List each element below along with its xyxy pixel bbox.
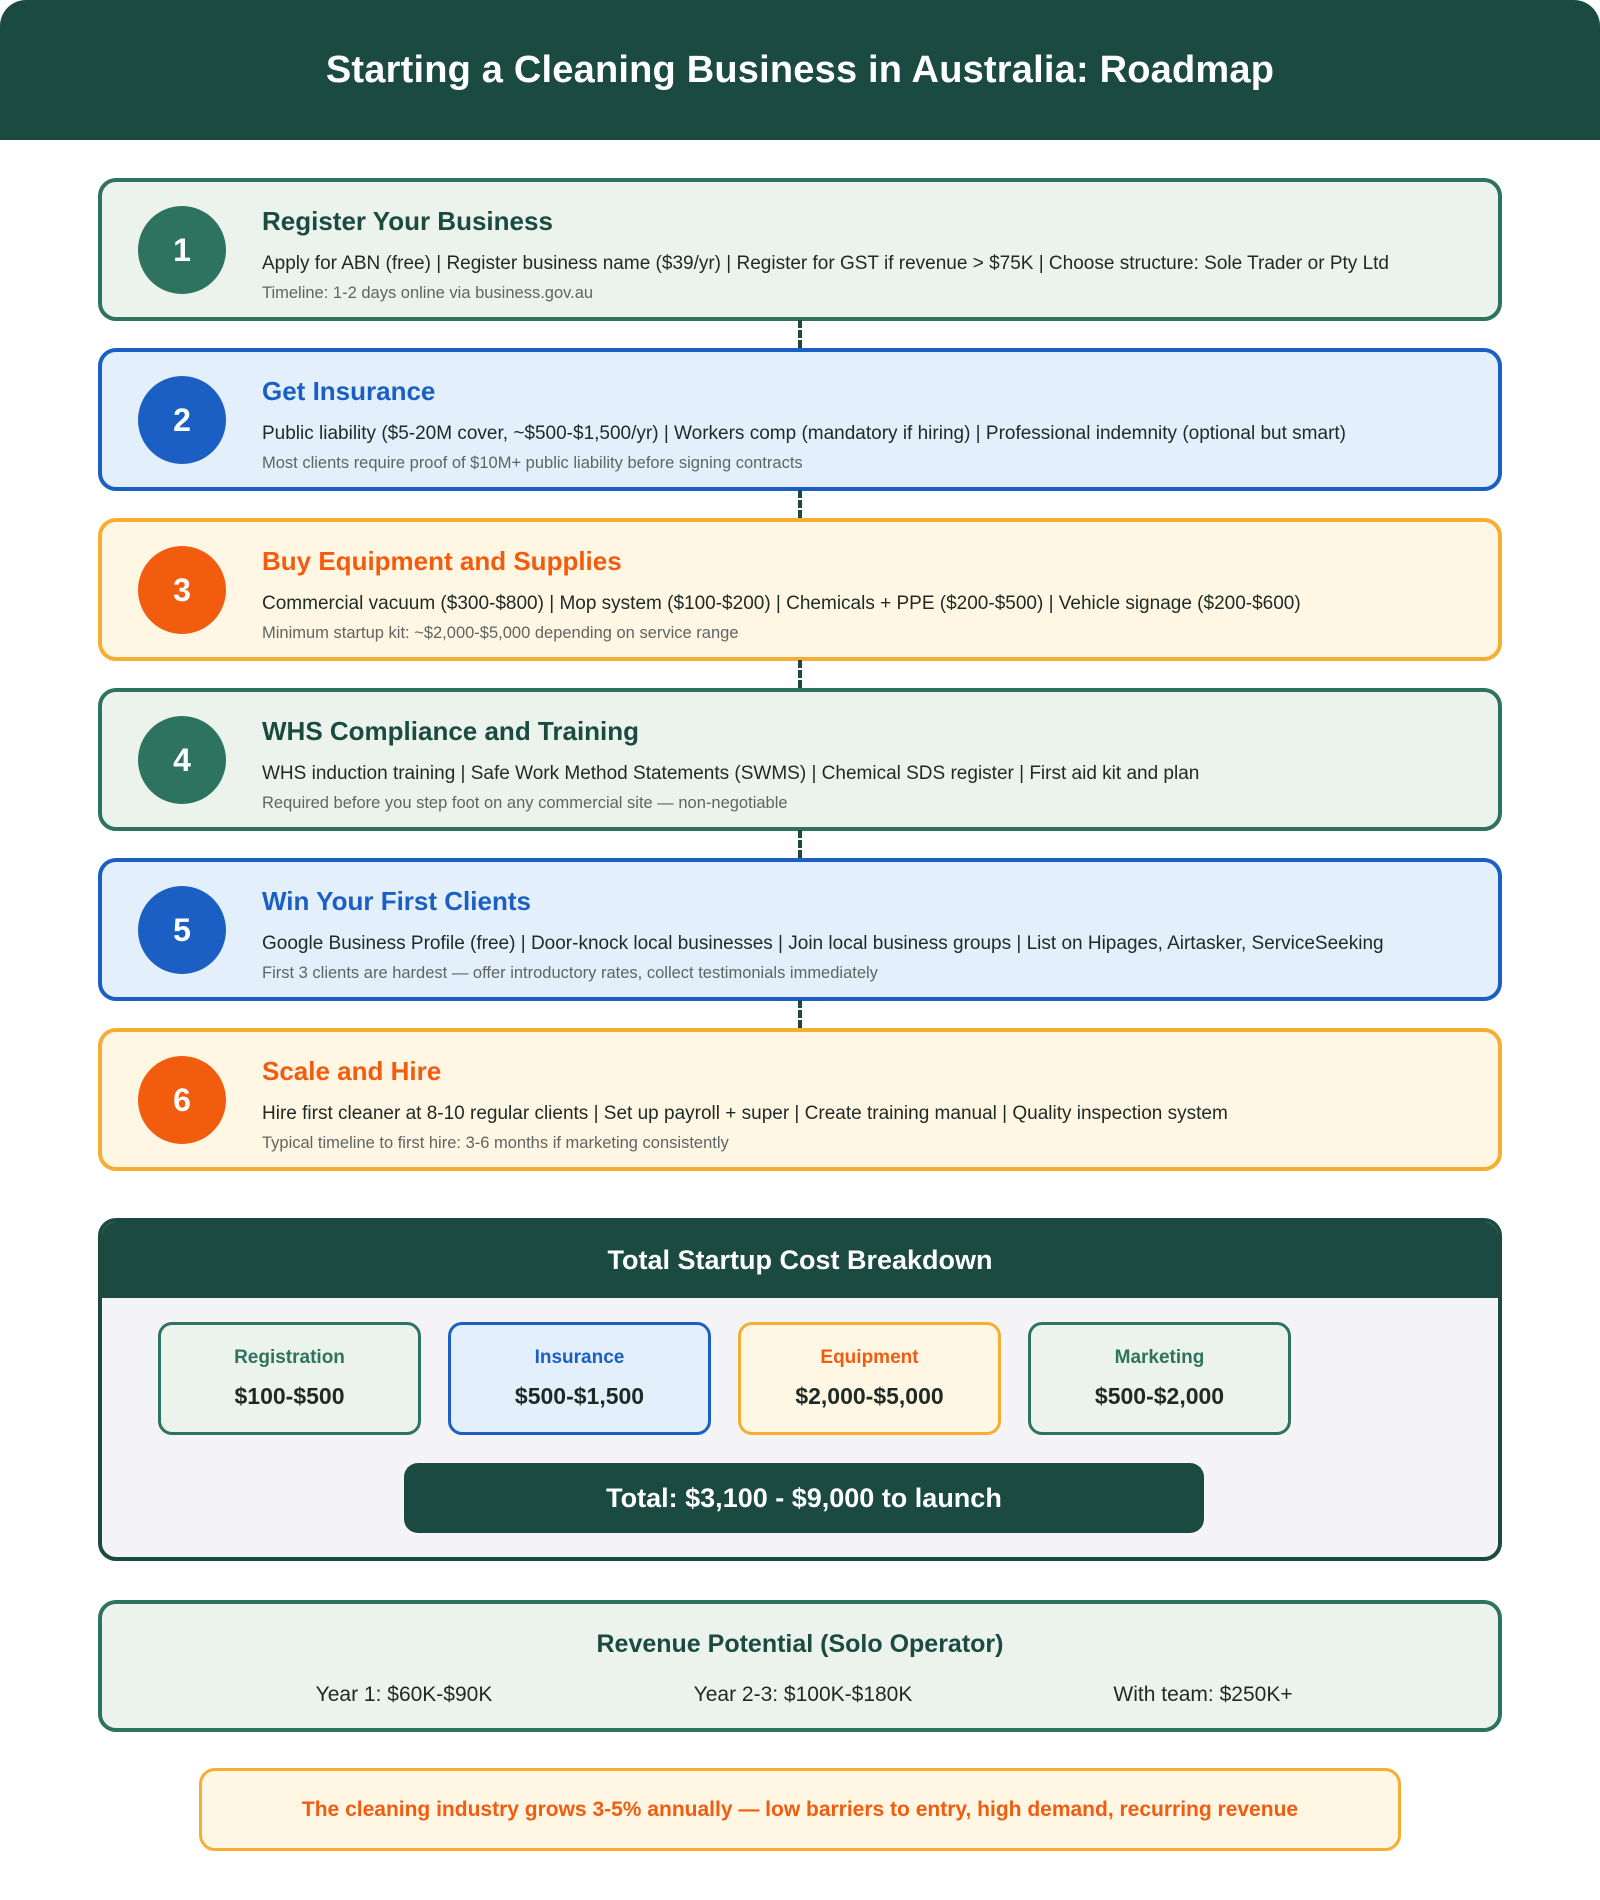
cost-card-registration: [158, 1322, 421, 1435]
cost-panel-header: [102, 1222, 1498, 1298]
step-description: WHS induction training | Safe Work Method Statements (SWMS) | Chemical SDS register | First aid kit and plan: [262, 763, 1200, 784]
step-card-1: [98, 178, 1502, 321]
revenue-with-team: With team: $250K+: [1113, 1683, 1293, 1706]
cost-panel-title: Total Startup Cost Breakdown: [607, 1244, 993, 1275]
cost-value: $100-$500: [234, 1383, 345, 1409]
step-number-badge: 3: [138, 546, 226, 634]
revenue-year-1: Year 1: $60K-$90K: [315, 1683, 493, 1706]
step-number-badge: 1: [138, 206, 226, 294]
step-card-4: [98, 688, 1502, 831]
step-title: WHS Compliance and Training: [262, 716, 640, 746]
revenue-title: Revenue Potential (Solo Operator): [596, 1630, 1004, 1658]
step-connector: [798, 490, 802, 518]
cost-label: Insurance: [534, 1347, 625, 1368]
cost-card-insurance: [448, 1322, 711, 1435]
step-number-badge: 6: [138, 1056, 226, 1144]
step-card-6: [98, 1028, 1502, 1171]
industry-growth-text: The cleaning industry grows 3-5% annually — low barriers to entry, high demand, recurring revenue: [301, 1797, 1299, 1821]
cost-label: Registration: [234, 1347, 345, 1368]
revenue-potential-panel: [98, 1600, 1502, 1732]
step-description: Public liability ($5-20M cover, ~$500-$1,500/yr) | Workers comp (mandatory if hiring) | Professional indemnity (optional but smart): [262, 423, 1347, 444]
cost-label: Marketing: [1114, 1347, 1205, 1368]
step-title: Scale and Hire: [262, 1056, 442, 1086]
page-header: [0, 0, 1600, 140]
step-card-3: [98, 518, 1502, 661]
step-number-badge: 4: [138, 716, 226, 804]
step-note: Minimum startup kit: ~$2,000-$5,000 depending on service range: [262, 624, 739, 642]
step-note: Timeline: 1-2 days online via business.gov.au: [262, 284, 594, 302]
step-description: Commercial vacuum ($300-$800) | Mop system ($100-$200) | Chemicals + PPE ($200-$500) | Vehicle signage ($200-$600): [262, 593, 1301, 614]
page-title: Starting a Cleaning Business in Australia: Roadmap: [325, 48, 1275, 91]
step-title: Get Insurance: [262, 376, 436, 406]
step-note: Most clients require proof of $10M+ public liability before signing contracts: [262, 454, 803, 472]
revenue-year-2-3: Year 2-3: $100K-$180K: [693, 1683, 913, 1706]
cost-value: $500-$2,000: [1094, 1383, 1225, 1409]
cost-value: $500-$1,500: [514, 1383, 645, 1409]
step-note: Required before you step foot on any commercial site — non-negotiable: [262, 794, 788, 812]
step-connector: [798, 320, 802, 348]
cost-value: $2,000-$5,000: [795, 1383, 944, 1409]
step-title: Buy Equipment and Supplies: [262, 546, 622, 576]
total-cost-bar: [404, 1463, 1204, 1533]
step-number-badge: 5: [138, 886, 226, 974]
step-description: Google Business Profile (free) | Door-knock local businesses | Join local business groups | List on Hipages, Airtasker, ServiceSeeking: [262, 933, 1384, 954]
roadmap-steps: [98, 178, 1502, 1171]
step-description: Apply for ABN (free) | Register business name ($39/yr) | Register for GST if revenue > $75K | Choose structure: Sole Trader or Pty Ltd: [262, 253, 1389, 274]
startup-cost-panel: [98, 1218, 1502, 1561]
cost-label: Equipment: [820, 1347, 919, 1368]
step-title: Register Your Business: [262, 206, 553, 236]
step-description: Hire first cleaner at 8-10 regular clients | Set up payroll + super | Create training manual | Quality inspection system: [262, 1103, 1228, 1124]
step-connector: [798, 830, 802, 858]
step-connector: [798, 660, 802, 688]
industry-growth-banner: [199, 1768, 1401, 1851]
step-note: Typical timeline to first hire: 3-6 months if marketing consistently: [262, 1134, 729, 1152]
cost-card-equipment: [738, 1322, 1001, 1435]
step-card-2: [98, 348, 1502, 491]
step-card-5: [98, 858, 1502, 1001]
step-number-badge: 2: [138, 376, 226, 464]
step-connector: [798, 1000, 802, 1028]
total-cost-text: Total: $3,100 - $9,000 to launch: [606, 1482, 1002, 1513]
step-title: Win Your First Clients: [262, 886, 531, 916]
cost-cards: [158, 1322, 1291, 1435]
step-note: First 3 clients are hardest — offer introductory rates, collect testimonials immediately: [262, 964, 878, 982]
cost-card-marketing: [1028, 1322, 1291, 1435]
